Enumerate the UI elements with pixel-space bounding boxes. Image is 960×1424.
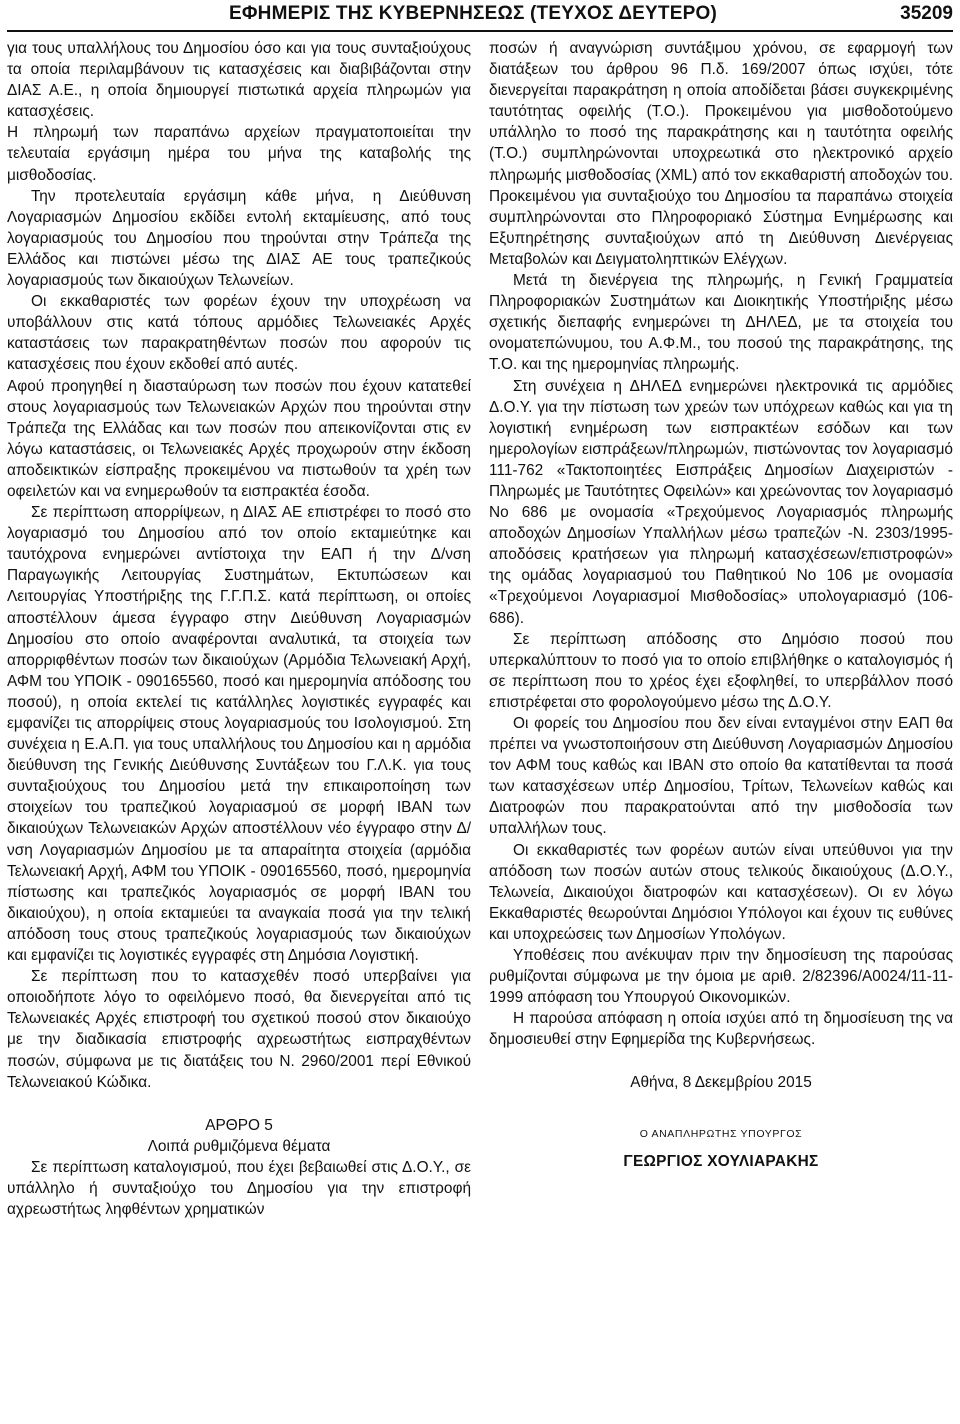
paragraph: για τους υπαλλήλους του Δημοσίου όσο και για τους συνταξιούχους τα οποία περιλαμβάνουν τις κατασχέσεις και διαβιβάζονται στην ΔΙΑΣ Α.Ε., η οποία δημιουργεί πιστωτικά αρχεία πληρωμών για κατασχέσεις. [7, 40, 471, 121]
gazette-title: ΕΦΗΜΕΡΙΣ ΤΗΣ ΚΥΒΕΡΝΗΣΕΩΣ (ΤΕΥΧΟΣ ΔΕΥΤΕΡΟ) [229, 3, 717, 24]
paragraph: Οι εκκαθαριστές των φορέων αυτών είναι υπεύθυνοι για την απόδοση των ποσών αυτών στους τελικούς δικαιούχους (Δ.Ο.Υ., Τελωνεία, Δικαιούχοι διατροφών και κατασχέσεων). Οι εν λόγω Εκκαθαριστές θεωρούνται Δημόσιοι Υπόλογοι και έχουν τις ευθύνες και υποχρεώσεις των Δημοσίων Υπολόγων. [489, 841, 953, 943]
paragraph: Υποθέσεις που ανέκυψαν πριν την δημοσίευση της παρούσας ρυθμίζονται σύμφωνα με την όμοια με αριθ. 2/82396/Α0024/11-11-1999 απόφαση του Υπουργού Οικονομικών. [489, 947, 953, 1007]
paragraph: ποσών ή αναγνώριση συντάξιμου χρόνου, σε εφαρμογή των διατάξεων του άρθρου 96 Π.δ. 169/2007 όπως ισχύει, τότε διενεργείται παρακράτηση η οποία αποδίδεται βάσει συγκεκριμένης ταυτότητας οφειλής (Τ.Ο.). Προκειμένου για μισθοδοτούμενο υπάλληλο το ποσό της παρακράτησης και η ταυτότητα οφειλής (Τ.Ο.) συμπληρώνονται υποχρεωτικά στο ηλεκτρονικό αρχείο πληρωμής μισθοδοσίας (XML) από τον εκκαθαριστή αποδοχών του. Προκειμένου για συνταξιούχο του Δημοσίου τα παραπάνω στοιχεία συμπληρώνονται στο Πληροφοριακό Σύστημα Ενημέρωσης και Εξυπηρέτησης συνταξιούχων από τη Διεύθυνση Διενέργειας Μεταβολών και Δειγματοληπτικών Ελέγχων. [489, 40, 953, 268]
paragraph: Σε περίπτωση απόδοσης στο Δημόσιο ποσού που υπερκαλύπτουν το ποσό για το οποίο επιβλήθηκε ο καταλογισμός ή σε περίπτωση που το χρέος έχει εξοφληθεί, το υπερβάλλον ποσό επιστρέφεται στο φορολογούμενο μέσω της Δ.Ο.Υ. [489, 630, 953, 711]
right-column [489, 38, 953, 1220]
paragraph: Σε περίπτωση που το κατασχεθέν ποσό υπερβαίνει για οποιοδήποτε λόγο το οφειλόμενο ποσό, θα διενεργείται από τις Τελωνειακές Αρχές επιστροφή του σχετικού ποσού στον δικαιούχο με την διαδικασία επιστροφής αχρεωστήτως εισπραχθέντων ποσών, σύμφωνα με τις διατάξεις του Ν. 2960/2001 περί Εθνικού Τελωνειακού Κώδικα. [7, 968, 471, 1091]
paragraph: Σε περίπτωση καταλογισμού, που έχει βεβαιωθεί στις Δ.Ο.Υ., σε υπάλληλο ή συνταξιούχο του Δημοσίου για την επιστροφή αχρεωστήτως ληφθέντων χρηματικών [7, 1158, 471, 1219]
minister-title: Ο ΑΝΑΠΛΗΡΩΤΗΣ ΥΠΟΥΡΓΟΣ [639, 1127, 803, 1140]
paragraph: Την προτελευταία εργάσιμη κάθε μήνα, η Διεύθυνση Λογαριασμών Δημοσίου εκδίδει εντολή εκταμίευσης, από τους λογαριασμούς του Δημοσίου που τηρούνται στην Τράπεζα της Ελλάδος και πιστώνει μέσω της ΔΙΑΣ ΑΕ τους τραπεζικούς λογαριασμούς των δικαιούχων Τελωνείων. [7, 187, 471, 290]
page-header [7, 0, 953, 30]
left-column [7, 38, 471, 1220]
signing-date: Αθήνα, 8 Δεκεμβρίου 2015 [630, 1073, 812, 1091]
article-subtitle: Λοιπά ρυθμιζόμενα θέματα [147, 1137, 331, 1155]
signer-name: ΓΕΩΡΓΙΟΣ ΧΟΥΛΙΑΡΑΚΗΣ [623, 1152, 819, 1170]
page-number: 35209 [900, 3, 953, 24]
paragraph: Η παρούσα απόφαση η οποία ισχύει από τη δημοσίευση της να δημοσιευθεί στην Εφημερίδα της Κυβερνήσεως. [489, 1010, 953, 1049]
paragraph: Η πληρωμή των παραπάνω αρχείων πραγματοποιείται την τελευταία εργάσιμη ημέρα του μήνα της καταβολής της μισθοδοσίας. [7, 124, 471, 184]
header-rule [7, 30, 953, 32]
paragraph: Στη συνέχεια η ΔΗΛΕΔ ενημερώνει ηλεκτρονικά τις αρμόδιες Δ.Ο.Υ. για την πίστωση των χρεών των υπόχρεων καθώς και για τη λογιστική ενημέρωση των εισπρακτέων εσόδων και των ημερολογίων εισπράξεων/πληρωμών, πιστώνοντας τον λογαριασμό 111-762 «Τακτοποιητέες Εισπράξεις Δημοσίων Διαχειριστών - Πληρωμές με Ταυτότητες Οφειλών» και χρεώνοντας τον λογαριασμό Νο 686 με ονομασία «Τρεχούμενος Λογαριασμός πληρωμής αποδοχών Δημοσίων Υπαλλήλων μέσω τραπεζών -Ν. 2303/1995- αποδόσεις κρατήσεων για πληρωμή κατασχέσεων/επιστροφών» της ομάδας λογαριασμού του Παθητικού Νο 106 με ονομασία «Τρεχούμενοι Λογαριασμοί Μισθοδοσίας» υπολογαριασμό (106-686). [489, 377, 953, 627]
paragraph: Οι εκκαθαριστές των φορέων έχουν την υποχρέωση να υποβάλλουν στις κατά τόπους αρμόδιες Τελωνειακές Αρχές καταστάσεις των παρακρατηθέντων ποσών που αφορούν τις κατασχέσεις που έχουν εκδοθεί από αυτές. [7, 293, 471, 374]
paragraph: Σε περίπτωση απορρίψεων, η ΔΙΑΣ ΑΕ επιστρέφει το ποσό στο λογαριασμό του Δημοσίου από τον οποίο εκταμιεύτηκε και ταυτόχρονα ενημερώνει αντίστοιχα την ΕΑΠ ή την Δ/νση Παραγωγικής Λειτουργίας Συστημάτων, Εκτυπώσεων και Λειτουργίας Υποστήριξης της Γ.Γ.Π.Σ. κατά περίπτωση, οι οποίες αποστέλλουν άμεσα έγγραφο στην Διεύθυνση Λογαριασμών Δημοσίου στο οποίο αναφέρονται αναλυτικά, τα στοιχεία των απορριφθέντων ποσών των δικαιούχων (Αρμόδια Τελωνειακή Αρχή, ΑΦΜ του ΥΠΟΙΚ - 090165560, ποσό και ημερομηνία απόδοσης του ποσού), η οποία εκτελεί τις κατάλληλες λογιστικές εγγραφές και εμφανίζει τις απορρίψεις στους λογαριασμούς του Ισολογισμού. Στη συνέχεια η Ε.Α.Π. για τους υπαλλήλους του Δημοσίου και η αρμόδια διεύθυνση της Γενικής Διεύθυνσης Συντάξεων του Γ.Λ.Κ. για τους συνταξιούχους του Δημοσίου μετά την επικαιροποίηση των στοιχείων του τραπεζικού λογαριασμού σε μορφή IBAN των δικαιούχων Τελωνειακών Αρχών αποστέλλουν νέο έγγραφο στην Δ/νση Λογαριασμών Δημοσίου με τα απαραίτητα στοιχεία (αρμόδια Τελωνειακή Αρχή, ΑΦΜ του ΥΠΟΙΚ - 090165560, ποσό, ημερομηνία πίστωσης και τραπεζικός λογαριασμός σε μορφή IBAN του δικαιούχου), η οποία εκταμιεύει τα αναγκαία ποσά για την τελική απόδοση τους στους τραπεζικούς λογαριασμούς των δικαιούχων και εμφανίζει τις λογιστικές εγγραφές στη Δημόσια Λογιστική. [7, 504, 471, 965]
paragraph: Μετά τη διενέργεια της πληρωμής, η Γενική Γραμματεία Πληροφοριακών Συστημάτων και Διοικητικής Υποστήριξης μέσω σχετικής διεπαφής ενημερώνει τη ΔΗΛΕΔ, με τα στοιχεία του ονοματεπώνυμου, του Α.Φ.Μ., του ποσού της παρακράτησης, της Τ.Ο. και της ημερομηνίας πληρωμής. [489, 272, 953, 374]
article-title: ΑΡΘΡΟ 5 [205, 1116, 273, 1134]
text-columns [7, 38, 953, 1220]
paragraph: Οι φορείς του Δημοσίου που δεν είναι ενταγμένοι στην ΕΑΠ θα πρέπει να γνωστοποιήσουν στη Διεύθυνση Λογαριασμών Δημοσίου τον ΑΦΜ τους καθώς και IBAN στο οποίο θα κατατίθενται τα ποσά των κατασχέσεων υπέρ Δημοσίου, Τρίτων, Τελωνείων καθώς και Διατροφών που παρακρατούνται από την μισθοδοσία των υπαλλήλων τους. [489, 715, 953, 838]
paragraph: Αφού προηγηθεί η διασταύρωση των ποσών που έχουν κατατεθεί στους λογαριασμούς των Τελωνειακών Αρχών που τηρούνται στην Τράπεζα της Ελλάδας και των ποσών που απεικονίζονται στις εν λόγω καταστάσεις, οι Τελωνειακές Αρχές προχωρούν στην έκδοση αποδεικτικών είσπραξης προκειμένου να πιστωθούν τα χρέη των οφειλετών και να ενημερωθούν τα εισπρακτέα έσοδα. [7, 377, 471, 500]
